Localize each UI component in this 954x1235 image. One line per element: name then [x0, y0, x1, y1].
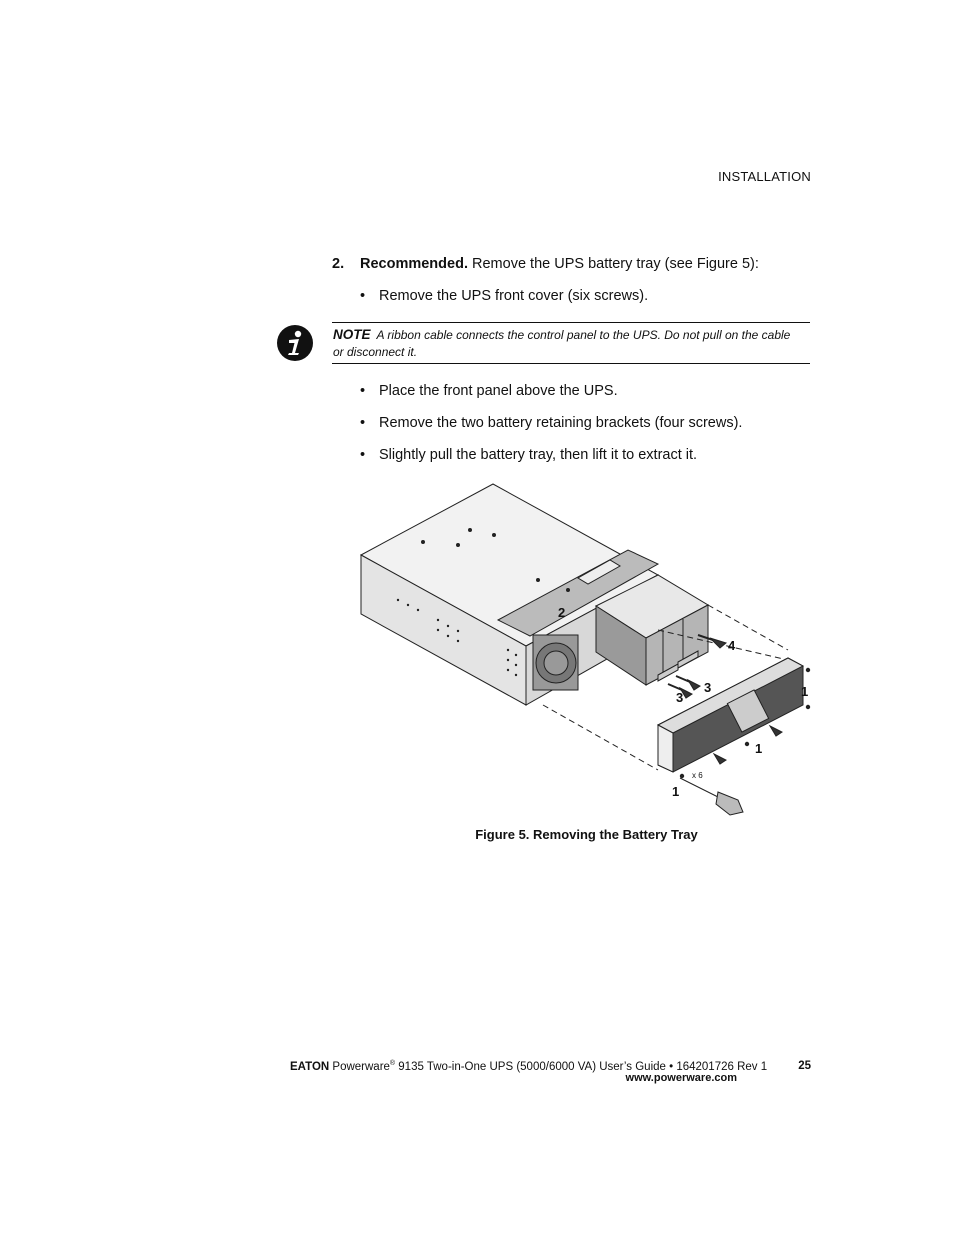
footer-guide-title: 9135 Two-in-One UPS (5000/6000 VA) User’s Guide • 164201726 Rev 1	[395, 1060, 768, 1073]
note-paragraph	[333, 326, 803, 361]
bullet-item	[360, 383, 618, 399]
ups-diagram	[358, 480, 818, 820]
bullet-item	[360, 447, 697, 463]
note-label: NOTE	[333, 327, 371, 342]
bullet-text: Remove the UPS front cover (six screws).	[379, 288, 649, 304]
callout-1-panel: 1	[755, 741, 763, 756]
footer-title	[290, 1060, 767, 1073]
battery-tray-illustration	[358, 480, 818, 820]
footer-brand: EATON	[290, 1060, 330, 1073]
callout-4: 4	[728, 638, 736, 653]
footer-product: Powerware	[329, 1060, 390, 1073]
bullet-item	[360, 288, 648, 304]
step-lead: Recommended.	[360, 256, 468, 272]
page-number: 25	[798, 1060, 811, 1072]
info-icon	[276, 324, 314, 362]
callout-3b: 3	[676, 690, 684, 705]
callout-2: 2	[558, 605, 566, 620]
callout-1-screwdriver: 1	[672, 784, 680, 799]
note-box	[332, 322, 810, 364]
bullet-marker: •	[360, 383, 366, 399]
bullet-marker: •	[360, 288, 366, 304]
bullet-marker: •	[360, 447, 366, 463]
footer-url: www.powerware.com	[625, 1072, 737, 1084]
bullet-item	[360, 415, 742, 431]
bullet-text: Slightly pull the battery tray, then lift it to extract it.	[379, 447, 698, 463]
bullet-text: Remove the two battery retaining brackets (four screws).	[379, 415, 743, 431]
step-text: Remove the UPS battery tray (see Figure 5):	[467, 256, 759, 272]
step-number: 2.	[332, 256, 345, 272]
footer-registered-mark: ®	[389, 1060, 396, 1067]
running-header: INSTALLATION	[718, 169, 811, 184]
callout-3a: 3	[704, 680, 712, 695]
screw-count-label: x 6	[692, 771, 703, 780]
callout-1-right: 1	[801, 684, 809, 699]
step-2	[332, 256, 759, 272]
figure-caption: Figure 5. Removing the Battery Tray	[475, 827, 698, 842]
bullet-marker: •	[360, 415, 366, 431]
note-text: A ribbon cable connects the control panel to the UPS. Do not pull on the cable or disconnect it.	[333, 328, 791, 359]
bullet-text: Place the front panel above the UPS.	[379, 383, 618, 399]
